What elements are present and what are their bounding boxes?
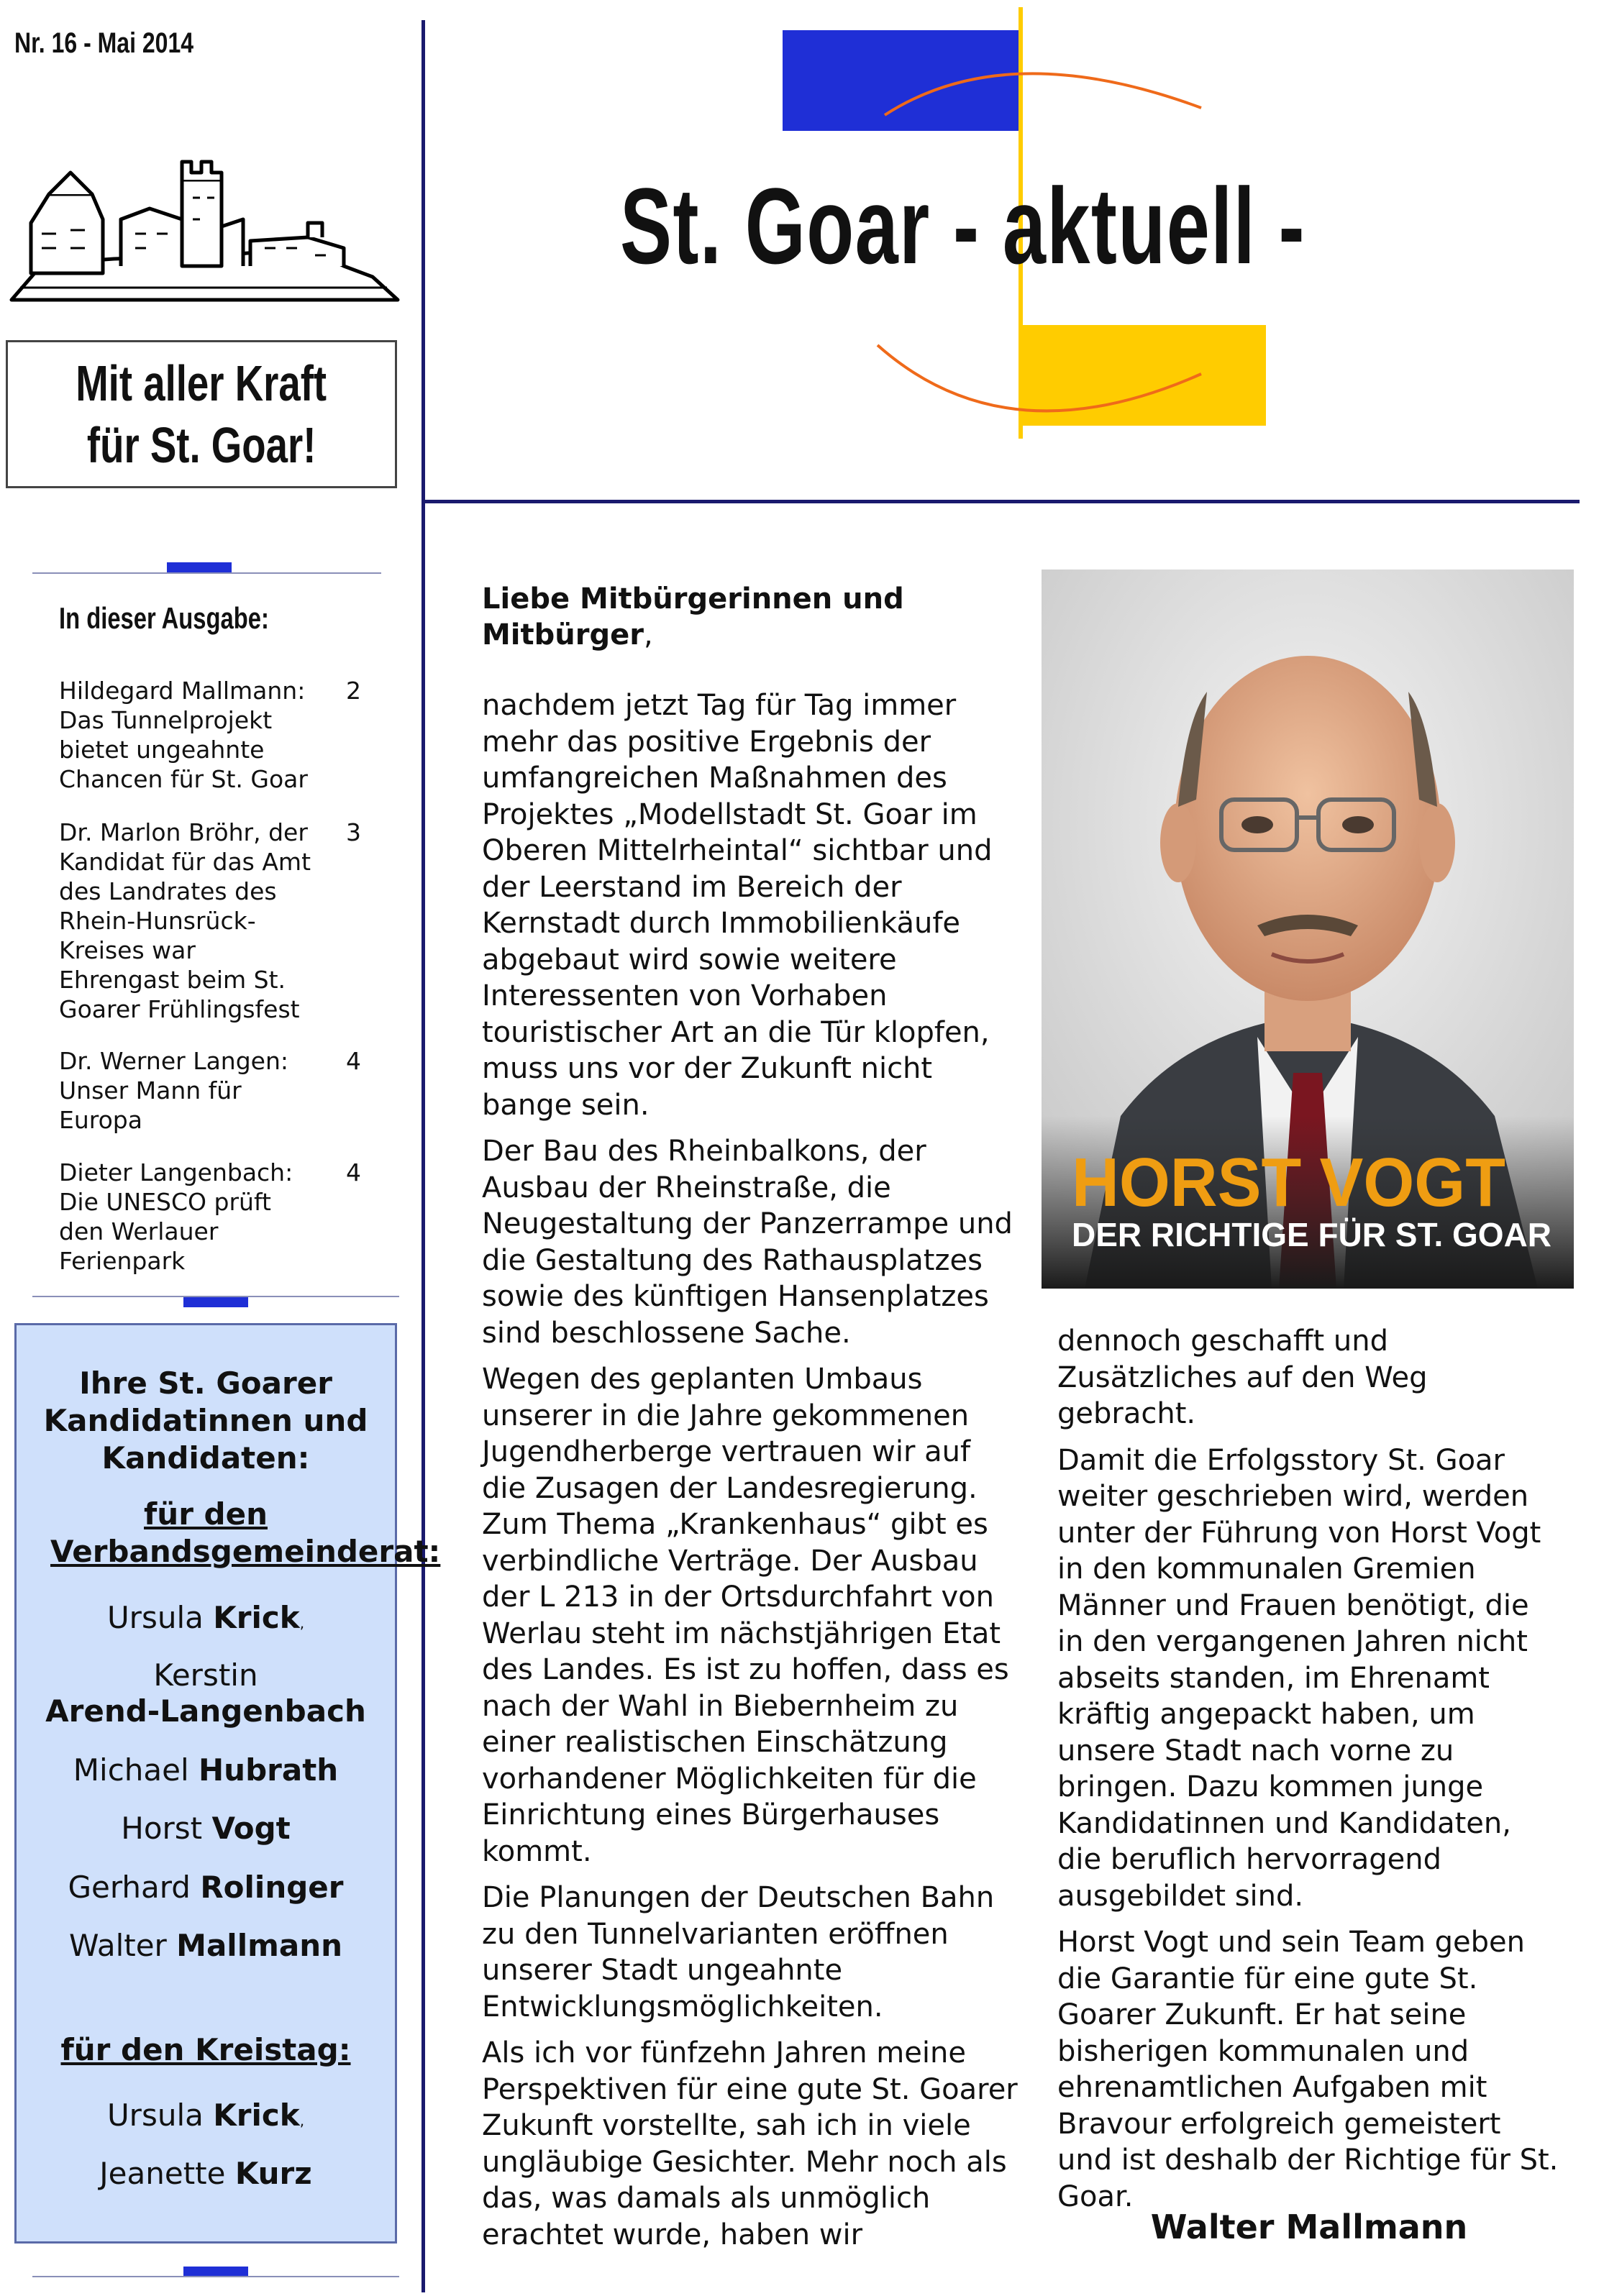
- verbandsgemeinderat-heading: für den Verbandsgemeinderat:: [50, 1496, 441, 1569]
- candidates-marker-bottom: [183, 2267, 248, 2277]
- paragraph: dennoch geschafft und Zusätzliches auf den Weg gebracht.: [1057, 1325, 1428, 1430]
- toc-item-page: 2: [346, 677, 361, 705]
- candidate-name: Michael Hubrath: [73, 1752, 339, 1788]
- paragraph: Als ich vor fünfzehn Jahren meine Perspektiven für eine gute St. Goarer Zukunft vorstellte, sah ich in viele ungläubige Gesichter. Mehr noch als das, was damals als unmöglich erachtet wurde, haben wir: [482, 2036, 1018, 2251]
- toc-marker-bottom: [183, 1297, 248, 1307]
- candidate-name: Horst Vogt: [121, 1811, 291, 1846]
- slogan-line-2: für St. Goar!: [86, 417, 316, 473]
- paragraph: Der Bau des Rheinbalkons, der Ausbau der Rheinstraße, die Neugestaltung der Panzerrampe und die Gestaltung des Rathausplatzes sowie des künftigen Hansenplatzes sind beschlossene Sache.: [482, 1135, 1013, 1350]
- toc-item[interactable]: [59, 818, 361, 1024]
- candidate-name: Gerhard Rolinger: [68, 1870, 344, 1905]
- toc-item-page: 3: [346, 818, 361, 846]
- candidates-heading: Ihre St. Goarer Kandidatinnen und Kandidaten:: [43, 1366, 368, 1476]
- castle-logo-icon: [6, 140, 401, 309]
- paragraph: Damit die Erfolgsstory St. Goar weiter geschrieben wird, werden unter der Führung von Horst Vogt in den kommunalen Gremien Männer und Frauen benötigt, die in den vergangenen Jahren nicht abseits standen, im Ehrenamt kräftig angepackt haben, um unsere Stadt nach vorne zu bringen. Dazu kommen junge Kandidatinnen und Kandidaten, die beruflich hervorragend ausgebildet sind.: [1057, 1443, 1541, 1913]
- toc-rule-top: [32, 572, 381, 574]
- candidates-rule-bottom: [32, 2276, 399, 2277]
- candidate-name: Walter Mallmann: [68, 1928, 343, 1963]
- candidate-name: Ursula Krick,: [106, 2098, 305, 2133]
- toc-item-page: 4: [346, 1047, 361, 1075]
- newsletter-title: St. Goar - aktuell -: [620, 165, 1305, 286]
- paragraph: Die Planungen der Deutschen Bahn zu den Tunnelvarianten eröffnen unserer Stadt ungeahnte Entwicklungsmöglichkeiten.: [482, 1881, 995, 2023]
- toc-item[interactable]: [59, 1158, 361, 1276]
- letter-column-1: [482, 687, 1021, 2263]
- toc-item-page: 4: [346, 1158, 361, 1186]
- toc-item-text: Hildegard Mallmann: Das Tunnelprojekt bietet ungeahnte Chancen für St. Goar: [59, 677, 308, 793]
- toc-item-text: Dieter Langenbach: Die UNESCO prüft den Werlauer Ferienpark: [59, 1158, 293, 1275]
- paragraph: Horst Vogt und sein Team geben die Garantie für eine gute St. Goarer Zukunft. Er hat seine bisherigen kommunalen und ehrenamtlichen Aufgaben mit Bravour erfolgreich gemeistert und ist deshalb der Richtige für St. Goar.: [1057, 1926, 1559, 2213]
- letter-column-2: [1057, 1323, 1561, 2225]
- candidate-name: Kerstin Arend-Langenbach: [45, 1657, 366, 1729]
- toc-item-text: Dr. Werner Langen: Unser Mann für Europa: [59, 1047, 288, 1134]
- toc-heading: In dieser Ausgabe:: [59, 601, 269, 635]
- issue-number: Nr. 16 - Mai 2014: [14, 27, 194, 59]
- candidate-name: Jeanette Kurz: [99, 2156, 312, 2191]
- photo-caption-slogan: DER RICHTIGE FÜR ST. GOAR: [1072, 1216, 1552, 1253]
- slogan-line-1: Mit aller Kraft: [76, 355, 327, 411]
- signature: Walter Mallmann: [1150, 2208, 1468, 2246]
- toc-item-text: Dr. Marlon Bröhr, der Kandidat für das Amt des Landrates des Rhein-Hunsrück-Kreises war Ehrengast beim St. Goarer Frühlingsfest: [59, 818, 311, 1023]
- header-divider: [421, 500, 1580, 503]
- paragraph: Wegen des geplanten Umbaus unserer in die Jahre gekommenen Jugendherberge vertrauen wir auf die Zusagen der Landesregierung. Zum Thema „Krankenhaus“ gibt es verbindliche Verträge. Der Ausbau der L 213 in der Ortsdurchfahrt von Werlau steht im nächstjährigen Etat des Landes. Es ist zu hoffen, dass es nach der Wahl in Biebernheim zu einer realistischen Einschätzung vorhandener Möglichkeiten für die Einrichtung eines Bürgerhauses kommt.: [482, 1363, 1009, 1868]
- photo-caption-name: HORST VOGT: [1072, 1144, 1505, 1221]
- toc-item[interactable]: [59, 676, 361, 794]
- slogan: [6, 352, 397, 476]
- toc-marker: [167, 562, 232, 572]
- kreistag-heading: für den Kreistag:: [60, 2032, 351, 2067]
- paragraph: nachdem jetzt Tag für Tag immer mehr das positive Ergebnis der umfangreichen Maßnahmen des Projektes „Modellstadt St. Goar im Oberen Mittelrheintal“ sichtbar und der Leerstand im Bereich der Kernstadt durch Immobilienkäufe abgebaut wird sowie weitere Interessenten von Vorhaben touristischer Art an die Tür klopfen, muss uns vor der Zukunft nicht bange sein.: [482, 689, 993, 1122]
- letter-greeting: Liebe Mitbürgerinnen und Mitbürger,: [482, 582, 904, 651]
- toc-item[interactable]: [59, 1046, 361, 1135]
- toc-rule-bottom: [32, 1296, 399, 1297]
- candidate-name: Ursula Krick,: [106, 1600, 305, 1635]
- vertical-divider: [421, 20, 425, 2292]
